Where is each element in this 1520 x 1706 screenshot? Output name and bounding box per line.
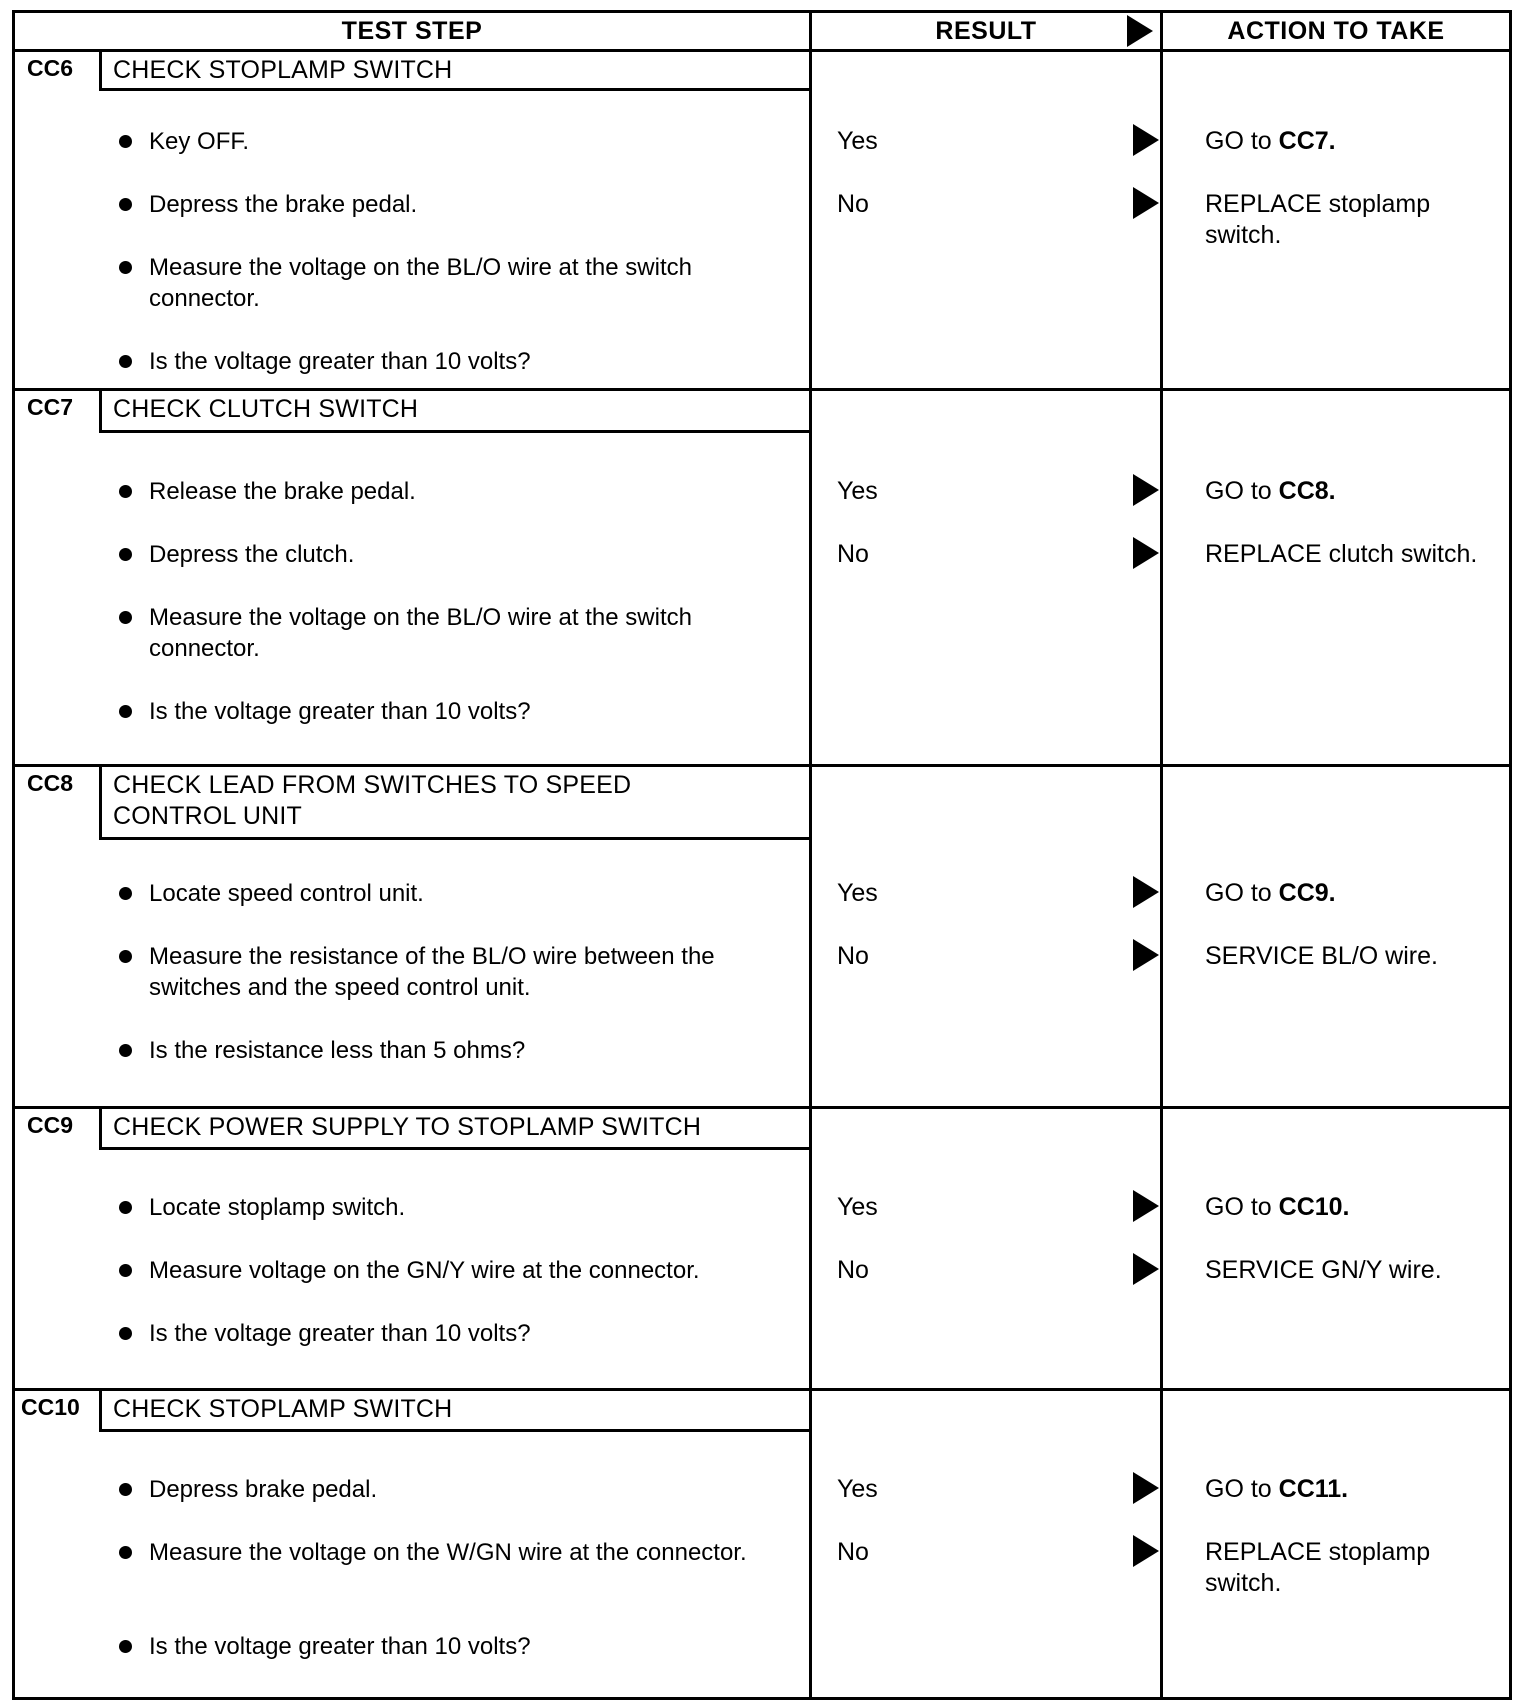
bullet-icon <box>119 887 132 900</box>
bullet-icon <box>119 355 132 368</box>
title-underline <box>99 837 809 840</box>
code-divider <box>99 1109 102 1147</box>
step-title: CHECK POWER SUPPLY TO STOPLAMP SWITCH <box>113 1113 702 1141</box>
arrow-icon <box>1133 124 1159 156</box>
bullet-icon <box>119 611 132 624</box>
arrow-icon <box>1133 537 1159 569</box>
title-underline <box>99 1429 809 1432</box>
action-no: REPLACE stoplamp switch. <box>1205 1538 1431 1597</box>
step-bullet: Depress the clutch. <box>149 539 789 570</box>
action-no: REPLACE stoplamp switch. <box>1205 190 1431 249</box>
header-result: RESULT <box>935 17 1037 45</box>
arrow-icon <box>1133 474 1159 506</box>
bullet-icon <box>119 1327 132 1340</box>
bullet-icon <box>119 705 132 718</box>
bullet-icon <box>119 261 132 274</box>
arrow-icon <box>1133 876 1159 908</box>
action-yes: GO to CC9. <box>1205 879 1336 907</box>
step-bullet: Measure the voltage on the BL/O wire at the switch connector. <box>149 252 789 314</box>
step-bullet: Measure the voltage on the BL/O wire at the switch connector. <box>149 602 789 664</box>
result-yes: Yes <box>837 1193 878 1221</box>
title-underline <box>99 88 809 91</box>
step-bullet: Measure the resistance of the BL/O wire between the switches and the speed control unit. <box>149 941 789 1003</box>
step-cc10 <box>15 1391 1509 1697</box>
action-no: SERVICE GN/Y wire. <box>1205 1256 1442 1284</box>
result-yes: Yes <box>837 477 878 505</box>
result-yes: Yes <box>837 1475 878 1503</box>
header-action-to-take: ACTION TO TAKE <box>1227 17 1445 45</box>
bullet-icon <box>119 1264 132 1277</box>
step-bullet: Is the voltage greater than 10 volts? <box>149 696 789 727</box>
arrow-icon <box>1133 1472 1159 1504</box>
bullet-icon <box>119 548 132 561</box>
code-divider <box>99 52 102 88</box>
step-bullet: Release the brake pedal. <box>149 476 789 507</box>
step-bullet: Locate stoplamp switch. <box>149 1192 789 1223</box>
step-code: CC7 <box>27 394 74 420</box>
step-code: CC6 <box>27 55 74 81</box>
bullet-icon <box>119 950 132 963</box>
step-bullet: Is the voltage greater than 10 volts? <box>149 1631 789 1662</box>
step-code: CC9 <box>27 1112 74 1138</box>
arrow-icon <box>1133 1190 1159 1222</box>
result-no: No <box>837 540 869 568</box>
step-cc7 <box>15 391 1509 767</box>
step-bullet: Is the voltage greater than 10 volts? <box>149 1318 789 1349</box>
code-divider <box>99 391 102 430</box>
bullet-icon <box>119 135 132 148</box>
code-divider <box>99 1391 102 1429</box>
bullet-icon <box>119 1546 132 1559</box>
arrow-icon <box>1133 1535 1159 1567</box>
step-bullet: Key OFF. <box>149 126 789 157</box>
step-bullet: Depress the brake pedal. <box>149 189 789 220</box>
action-no: SERVICE BL/O wire. <box>1205 942 1438 970</box>
bullet-icon <box>119 1201 132 1214</box>
action-yes: GO to CC8. <box>1205 477 1336 505</box>
step-bullet: Is the voltage greater than 10 volts? <box>149 346 789 377</box>
step-cc9 <box>15 1109 1509 1391</box>
step-title: CHECK CLUTCH SWITCH <box>113 395 419 423</box>
step-bullet: Locate speed control unit. <box>149 878 789 909</box>
arrow-icon <box>1133 1253 1159 1285</box>
step-cc8 <box>15 767 1509 1109</box>
bullet-icon <box>119 1044 132 1057</box>
title-underline <box>99 1147 809 1150</box>
result-no: No <box>837 942 869 970</box>
title-underline <box>99 430 809 433</box>
action-yes: GO to CC7. <box>1205 127 1336 155</box>
result-no: No <box>837 1256 869 1284</box>
action-no: REPLACE clutch switch. <box>1205 540 1478 568</box>
step-cc6 <box>15 52 1509 391</box>
header-test-step: TEST STEP <box>341 17 483 45</box>
step-title: CHECK STOPLAMP SWITCH <box>113 1395 453 1423</box>
action-yes: GO to CC10. <box>1205 1193 1350 1221</box>
arrow-icon <box>1133 939 1159 971</box>
step-bullet: Measure voltage on the GN/Y wire at the connector. <box>149 1255 789 1286</box>
step-title: CHECK STOPLAMP SWITCH <box>113 56 453 84</box>
step-title: CHECK LEAD FROM SWITCHES TO SPEED CONTROL UNIT <box>113 771 632 830</box>
result-no: No <box>837 1538 869 1566</box>
result-no: No <box>837 190 869 218</box>
step-bullet: Measure the voltage on the W/GN wire at the connector. <box>149 1537 789 1568</box>
arrow-icon <box>1133 187 1159 219</box>
result-yes: Yes <box>837 879 878 907</box>
header-arrow-icon <box>1127 15 1153 47</box>
step-code: CC8 <box>27 770 74 796</box>
step-code: CC10 <box>21 1394 80 1420</box>
bullet-icon <box>119 1483 132 1496</box>
code-divider <box>99 767 102 837</box>
step-bullet: Is the resistance less than 5 ohms? <box>149 1035 789 1066</box>
result-yes: Yes <box>837 127 878 155</box>
diagnostic-table <box>12 10 1512 1700</box>
bullet-icon <box>119 198 132 211</box>
bullet-icon <box>119 1640 132 1653</box>
step-bullet: Depress brake pedal. <box>149 1474 789 1505</box>
action-yes: GO to CC11. <box>1205 1475 1349 1503</box>
table-header <box>15 13 1509 52</box>
bullet-icon <box>119 485 132 498</box>
